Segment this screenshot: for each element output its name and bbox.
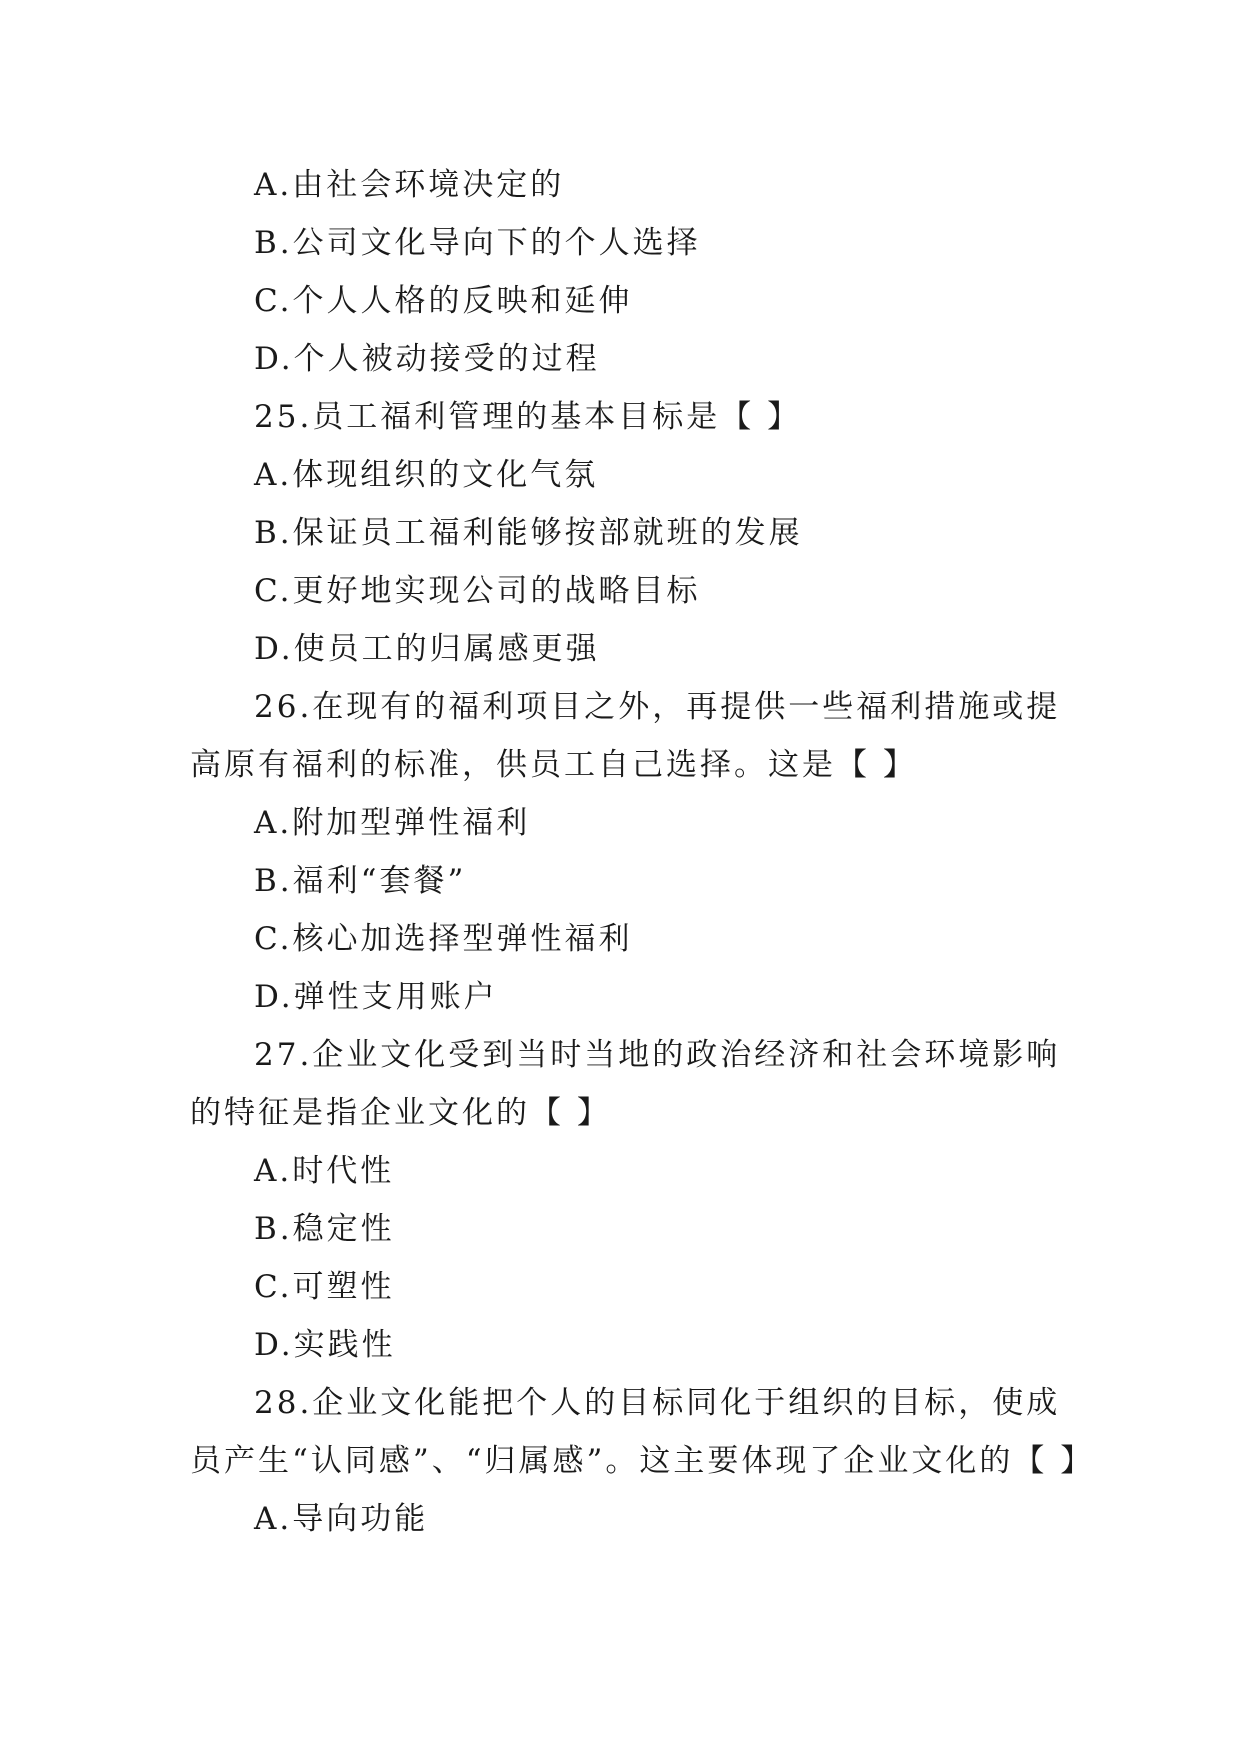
q28-stem-line1: 28.企业文化能把个人的目标同化于组织的目标，使成 [254, 1385, 1061, 1421]
q26-option-c: C.核心加选择型弹性福利 [254, 921, 633, 957]
q26-option-d: D.弹性支用账户 [254, 979, 498, 1015]
q27-option-d: D.实践性 [254, 1327, 396, 1363]
q27-stem-line1: 27.企业文化受到当时当地的政治经济和社会环境影响 [254, 1037, 1061, 1073]
q25-option-a: A.体现组织的文化气氛 [254, 457, 599, 493]
q26-stem-line1: 26.在现有的福利项目之外，再提供一些福利措施或提 [254, 689, 1061, 725]
q24-option-d: D.个人被动接受的过程 [254, 341, 600, 377]
q25-option-b: B.保证员工福利能够按部就班的发展 [254, 515, 803, 551]
q26-option-a: A.附加型弹性福利 [254, 805, 531, 841]
q27-option-c: C.可塑性 [254, 1269, 395, 1305]
q25-option-c: C.更好地实现公司的战略目标 [254, 573, 701, 609]
q26-option-b: B.福利“套餐” [254, 863, 467, 899]
q28-option-a: A.导向功能 [254, 1501, 429, 1537]
question-list [190, 156, 1095, 1548]
q25-stem: 25.员工福利管理的基本目标是【 】 [254, 399, 802, 435]
q28-stem-line2: 员产生“认同感”、“归属感”。这主要体现了企业文化的【 】 [190, 1443, 1095, 1479]
q27-option-b: B.稳定性 [254, 1211, 395, 1247]
q25-option-d: D.使员工的归属感更强 [254, 631, 600, 667]
q24-option-c: C.个人人格的反映和延伸 [254, 283, 633, 319]
q27-stem-line2: 的特征是指企业文化的【 】 [190, 1095, 611, 1131]
q24-option-b: B.公司文化导向下的个人选择 [254, 225, 701, 261]
q24-option-a: A.由社会环境决定的 [254, 167, 565, 203]
q27-option-a: A.时代性 [254, 1153, 395, 1189]
q26-stem-line2: 高原有福利的标准，供员工自己选择。这是【 】 [190, 747, 917, 783]
